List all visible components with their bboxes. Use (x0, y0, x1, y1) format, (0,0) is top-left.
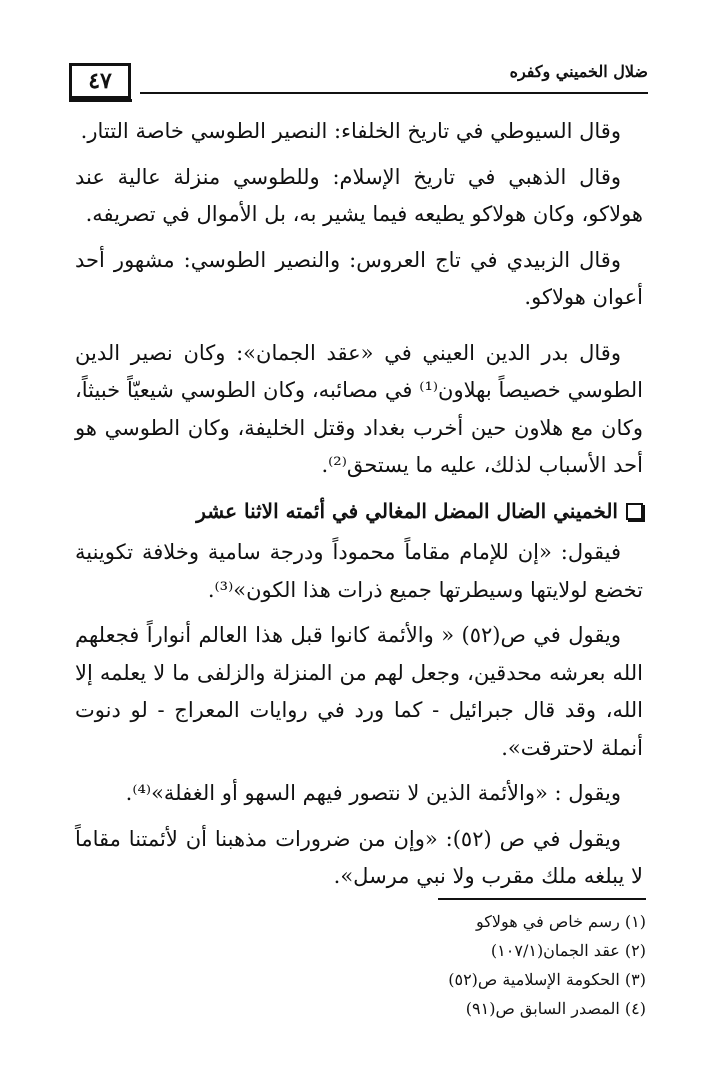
footnote-item: (٣) الحكومة الإسلامية ص(٥٢) (448, 970, 646, 989)
paragraph-zabidi: وقال الزبيدي في تاج العروس: والنصير الطوسي: مشهور أحد أعوان هولاكو. (75, 247, 643, 309)
paragraph-suyuti: وقال السيوطي في تاريخ الخلفاء: النصير الطوسي خاصة التتار. (80, 119, 621, 143)
header-rule-thick (69, 99, 132, 102)
footnote-item: (٢) عقد الجمان(١٠٧/١) (490, 941, 646, 960)
section-heading (75, 493, 643, 531)
paragraph-imams-lights: ويقول في ص(٥٢) « والأئمة كانوا قبل هذا العالم أنواراً فجعلهم الله بعرشه محدقين، وجعل لهم من المنزلة والزلفى ما لا يعلمه إلا الله، وقد قال جبرائيل - كما ورد في روايات المعراج - لو دنوت أنملة لاحترقت». (75, 623, 643, 760)
paragraph-ayni: وقال بدر الدين العيني في «عقد الجمان»: وكان نصير الدين الطوسي خصيصاً بهلاون⁽¹⁾ في مصائبه، وكان الطوسي شيعيّاً خبيثاً، وكان مع هلاون حين أخرب بغداد وقتل الخليفة، وكان الطوسي هو أحد الأسباب لذلك، عليه ما يستحق⁽²⁾. (75, 340, 643, 477)
main-text (75, 113, 643, 896)
page-number: ٤٧ (69, 63, 131, 99)
section-heading-text: الخميني الضال المضل المغالي في أئمته الاثنا عشر (196, 498, 618, 523)
running-title: ضلال الخميني وكفره (509, 62, 648, 81)
square-bullet-icon (626, 503, 643, 520)
paragraph-imam-station: فيقول: «إن للإمام مقاماً محموداً ودرجة سامية وخلافة تكوينية تخضع لولايتها وسيطرتها جميع ذرات هذا الكون»⁽³⁾. (75, 540, 643, 602)
footnote-item: (١) رسم خاص في هولاكو (475, 912, 646, 931)
paragraph-dhahabi: وقال الذهبي في تاريخ الإسلام: وللطوسي منزلة عالية عند هولاكو، وكان هولاكو يطيعه فيما يشير به، بل الأموال في تصريفه. (75, 164, 643, 226)
footnote-divider (438, 898, 646, 900)
paragraph-necessities: ويقول في ص (٥٢): «وإن من ضرورات مذهبنا أن لأئمتنا مقاماً لا يبلغه ملك مقرب ولا نبي مرسل». (75, 826, 643, 888)
footnotes (448, 907, 646, 1023)
header-rule (140, 92, 648, 94)
footnote-item: (٤) المصدر السابق ص(٩١) (465, 999, 646, 1018)
paragraph-no-oversight: ويقول : «والأئمة الذين لا نتصور فيهم السهو أو الغفلة»⁽⁴⁾. (125, 781, 621, 805)
